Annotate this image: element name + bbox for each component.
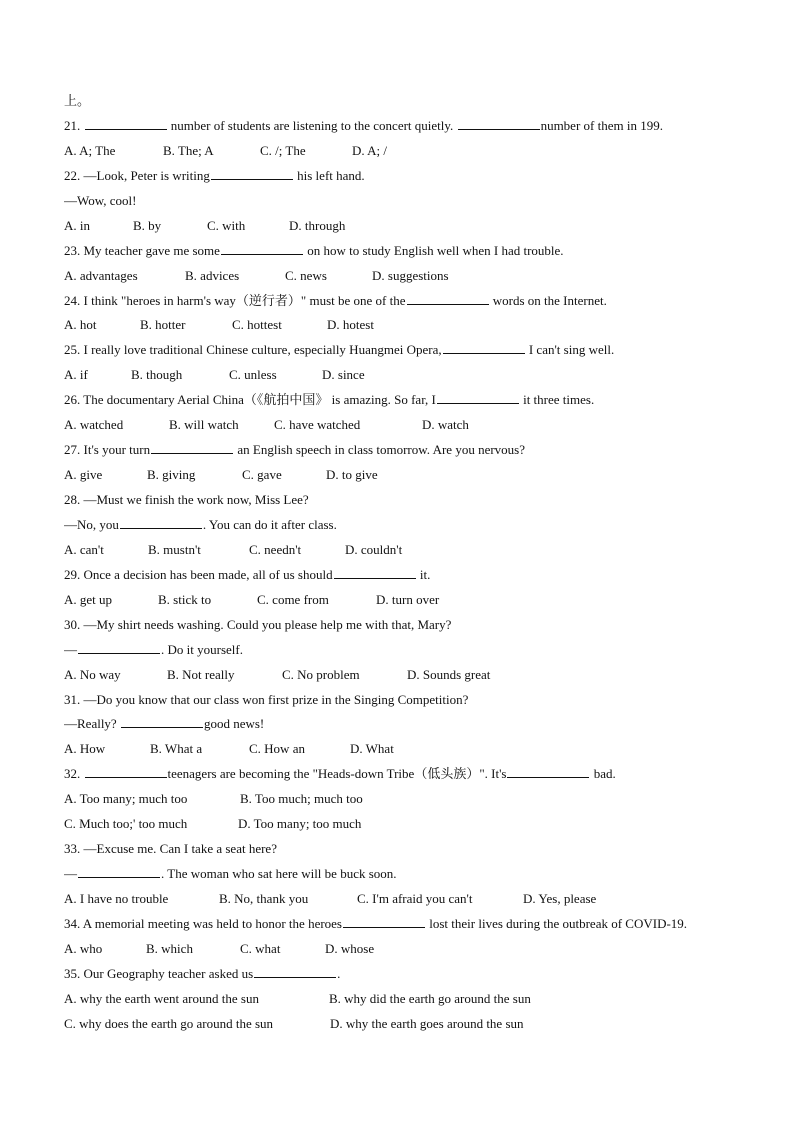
answer-option[interactable]: D. to give	[326, 467, 378, 483]
question-text: —Really?	[64, 716, 120, 732]
answer-option[interactable]: D. why the earth goes around the sun	[330, 1015, 524, 1031]
options-row	[64, 937, 754, 962]
answer-option[interactable]: A. why the earth went around the sun	[64, 990, 259, 1006]
answer-option[interactable]: B. giving	[147, 467, 196, 483]
options-row	[64, 313, 754, 338]
question-text: —Must we finish the work now, Miss Lee?	[80, 492, 309, 507]
question-text: —Look, Peter is writing	[80, 167, 210, 183]
options-row	[64, 987, 754, 1012]
question-text: —Do you know that our class won first prize in the Singing Competition?	[80, 691, 469, 707]
answer-blank[interactable]	[407, 303, 489, 305]
question-stem	[64, 438, 754, 463]
question-stem	[64, 239, 754, 264]
answer-option[interactable]: B. why did the earth go around the sun	[329, 990, 531, 1006]
question-number: 22.	[64, 167, 81, 183]
question-number: 23.	[64, 242, 81, 258]
answer-option[interactable]: B. by	[133, 217, 162, 233]
question-number: 31.	[64, 691, 81, 707]
answer-blank[interactable]	[443, 352, 525, 354]
options-row	[64, 264, 754, 289]
answer-option[interactable]: C. what	[240, 940, 281, 956]
question-text: —No, you	[64, 516, 119, 532]
answer-option[interactable]: B. hotter	[140, 317, 186, 333]
answer-option[interactable]: C. /; The	[260, 142, 306, 158]
question-list	[64, 89, 754, 1037]
answer-blank[interactable]	[85, 776, 167, 778]
question-number: 32.	[64, 766, 81, 782]
question-text: .	[337, 965, 341, 981]
answer-option[interactable]: C. No problem	[282, 666, 360, 682]
answer-blank[interactable]	[334, 577, 416, 579]
question-stem	[64, 388, 754, 413]
question-text: it three times.	[519, 392, 595, 408]
options-row	[64, 538, 754, 563]
question-stem	[64, 613, 754, 638]
answer-blank[interactable]	[121, 726, 203, 728]
answer-option[interactable]: A. watched	[64, 417, 124, 433]
options-row	[64, 139, 754, 164]
answer-option[interactable]: D. What	[350, 741, 394, 757]
answer-option[interactable]: A. hot	[64, 317, 97, 333]
answer-option[interactable]: D. watch	[422, 417, 469, 433]
question-text: —Excuse me. Can I take a seat here?	[80, 841, 277, 857]
intro-text: 上。	[64, 93, 91, 108]
answer-option[interactable]: B. mustn't	[148, 541, 201, 557]
answer-option[interactable]: C. come from	[257, 591, 329, 607]
options-row	[64, 737, 754, 762]
question-number: 27.	[64, 442, 81, 458]
question-stem	[64, 338, 754, 363]
answer-option[interactable]: C. gave	[242, 467, 282, 483]
question-reply	[64, 862, 754, 887]
answer-option[interactable]: B. The; A	[163, 142, 214, 158]
question-text: an English speech in class tomorrow. Are you nervous?	[234, 442, 525, 458]
answer-option[interactable]: C. needn't	[249, 541, 302, 557]
answer-blank[interactable]	[343, 926, 425, 928]
question-text: —	[64, 641, 77, 657]
question-text: . Do it yourself.	[161, 641, 243, 657]
answer-option[interactable]: A. in	[64, 217, 90, 233]
question-stem	[64, 563, 754, 588]
answer-option[interactable]: D. whose	[325, 940, 375, 956]
answer-option[interactable]: A. who	[64, 940, 103, 956]
answer-option[interactable]: C. unless	[229, 367, 277, 383]
answer-option[interactable]: D. suggestions	[372, 267, 449, 283]
answer-blank[interactable]	[507, 776, 589, 778]
answer-blank[interactable]	[78, 652, 160, 654]
answer-option[interactable]: A. No way	[64, 666, 121, 682]
answer-option[interactable]: A. I have no trouble	[64, 891, 169, 906]
answer-blank[interactable]	[437, 402, 519, 404]
question-number: 26.	[64, 392, 81, 408]
options-row	[64, 413, 754, 438]
answer-option[interactable]: A. A; The	[64, 142, 116, 158]
answer-option[interactable]: B. Too much; much too	[240, 791, 363, 807]
question-text: it.	[416, 566, 431, 582]
question-stem	[64, 962, 754, 987]
question-stem	[64, 164, 754, 189]
options-row	[64, 787, 754, 812]
answer-option[interactable]: B. will watch	[169, 417, 239, 433]
answer-option[interactable]: A. Too many; much too	[64, 791, 188, 807]
question-text: A memorial meeting was held to honor the heroes	[80, 915, 342, 931]
question-text: The documentary Aerial China（《航拍中国》 is amazing. So far, I	[80, 392, 436, 408]
question-text: It's your turn	[80, 442, 151, 458]
question-text: Our Geography teacher asked us	[80, 965, 254, 981]
answer-option[interactable]: A. can't	[64, 541, 104, 557]
answer-option[interactable]: C. How an	[249, 741, 305, 757]
answer-option[interactable]: B. though	[131, 367, 183, 383]
answer-option[interactable]: D. through	[289, 217, 346, 233]
answer-blank[interactable]	[458, 128, 540, 130]
question-stem	[64, 488, 754, 513]
question-text: on how to study English well when I had trouble.	[303, 242, 564, 258]
question-text: teenagers are becoming the "Heads-down Tribe（低头族）". It's	[167, 766, 507, 782]
answer-option[interactable]: B. Not really	[167, 666, 235, 682]
question-stem	[64, 289, 754, 314]
options-row	[64, 887, 754, 912]
question-number: 34.	[64, 915, 81, 931]
answer-option[interactable]: C. hottest	[232, 317, 282, 333]
answer-option[interactable]: A. give	[64, 467, 103, 483]
options-row	[64, 812, 754, 837]
answer-blank[interactable]	[85, 128, 167, 130]
answer-option[interactable]: C. why does the earth go around the sun	[64, 1015, 274, 1031]
question-number: 33.	[64, 841, 81, 857]
answer-blank[interactable]	[78, 876, 160, 878]
answer-option[interactable]: D. hotest	[327, 317, 374, 333]
answer-option[interactable]: A. if	[64, 367, 88, 383]
answer-blank[interactable]	[151, 452, 233, 454]
question-text: good news!	[203, 716, 265, 732]
answer-option[interactable]: A. get up	[64, 591, 113, 607]
answer-option[interactable]: D. since	[322, 367, 365, 383]
question-text: number of students are listening to the concert quietly.	[167, 117, 457, 133]
question-number: 25.	[64, 342, 81, 358]
answer-option[interactable]: A. How	[64, 741, 106, 757]
answer-option[interactable]: D. Yes, please	[523, 891, 597, 906]
question-text: bad.	[590, 766, 616, 782]
answer-blank[interactable]	[211, 178, 293, 180]
options-row	[64, 463, 754, 488]
options-row	[64, 1012, 754, 1037]
answer-option[interactable]: D. Too many; too much	[238, 816, 362, 832]
answer-option[interactable]: B. advices	[185, 267, 240, 283]
question-reply	[64, 189, 754, 214]
answer-option[interactable]: B. stick to	[158, 591, 212, 607]
answer-option[interactable]: C. I'm afraid you can't	[357, 891, 473, 906]
answer-option[interactable]: B. which	[146, 940, 193, 956]
question-text: I can't sing well.	[525, 342, 615, 358]
question-text: Once a decision has been made, all of us should	[80, 566, 333, 582]
question-text: —Wow, cool!	[64, 192, 137, 208]
question-number: 29.	[64, 566, 81, 582]
answer-option[interactable]: C. have watched	[274, 417, 361, 433]
question-text: his left hand.	[293, 167, 365, 183]
question-number: 35.	[64, 965, 81, 981]
answer-blank[interactable]	[120, 527, 202, 529]
options-row	[64, 214, 754, 239]
answer-blank[interactable]	[221, 253, 303, 255]
options-row	[64, 588, 754, 613]
question-text: I think "heroes in harm's way（逆行者）" must be one of the	[80, 292, 406, 308]
question-reply	[64, 513, 754, 538]
question-text	[80, 766, 83, 781]
answer-option[interactable]: C. news	[285, 267, 327, 283]
question-number: 24.	[64, 292, 81, 308]
question-text: I really love traditional Chinese culture, especially Huangmei Opera,	[80, 342, 442, 358]
question-text: number of them in 199.	[540, 117, 663, 133]
question-reply	[64, 712, 754, 737]
answer-option[interactable]: C. Much too;' too much	[64, 816, 188, 832]
question-stem	[64, 762, 754, 787]
question-text: My teacher gave me some	[80, 242, 220, 258]
question-text: . You can do it after class.	[202, 516, 337, 532]
question-number: 28.	[64, 492, 81, 507]
answer-option[interactable]: D. Sounds great	[407, 666, 491, 682]
question-text: . The woman who sat here will be buck soon.	[161, 866, 397, 882]
question-reply	[64, 638, 754, 663]
answer-option[interactable]: B. What a	[150, 741, 203, 757]
answer-option[interactable]: C. with	[207, 217, 246, 233]
answer-option[interactable]: D. turn over	[376, 591, 440, 607]
answer-option[interactable]: D. couldn't	[345, 541, 403, 557]
question-text	[80, 118, 83, 133]
question-number: 21.	[64, 117, 81, 133]
question-stem	[64, 912, 754, 937]
question-stem	[64, 837, 754, 862]
question-text: —My shirt needs washing. Could you please help me with that, Mary?	[80, 616, 452, 632]
question-stem	[64, 114, 754, 139]
answer-blank[interactable]	[254, 976, 336, 978]
options-row	[64, 663, 754, 688]
options-row	[64, 363, 754, 388]
answer-option[interactable]: D. A; /	[352, 142, 388, 158]
question-text: —	[64, 866, 77, 882]
question-number: 30.	[64, 616, 81, 632]
question-stem	[64, 688, 754, 713]
answer-option[interactable]: B. No, thank you	[219, 891, 309, 906]
question-text: lost their lives during the outbreak of COVID-19.	[426, 915, 688, 931]
answer-option[interactable]: A. advantages	[64, 267, 138, 283]
question-text: words on the Internet.	[489, 292, 607, 308]
